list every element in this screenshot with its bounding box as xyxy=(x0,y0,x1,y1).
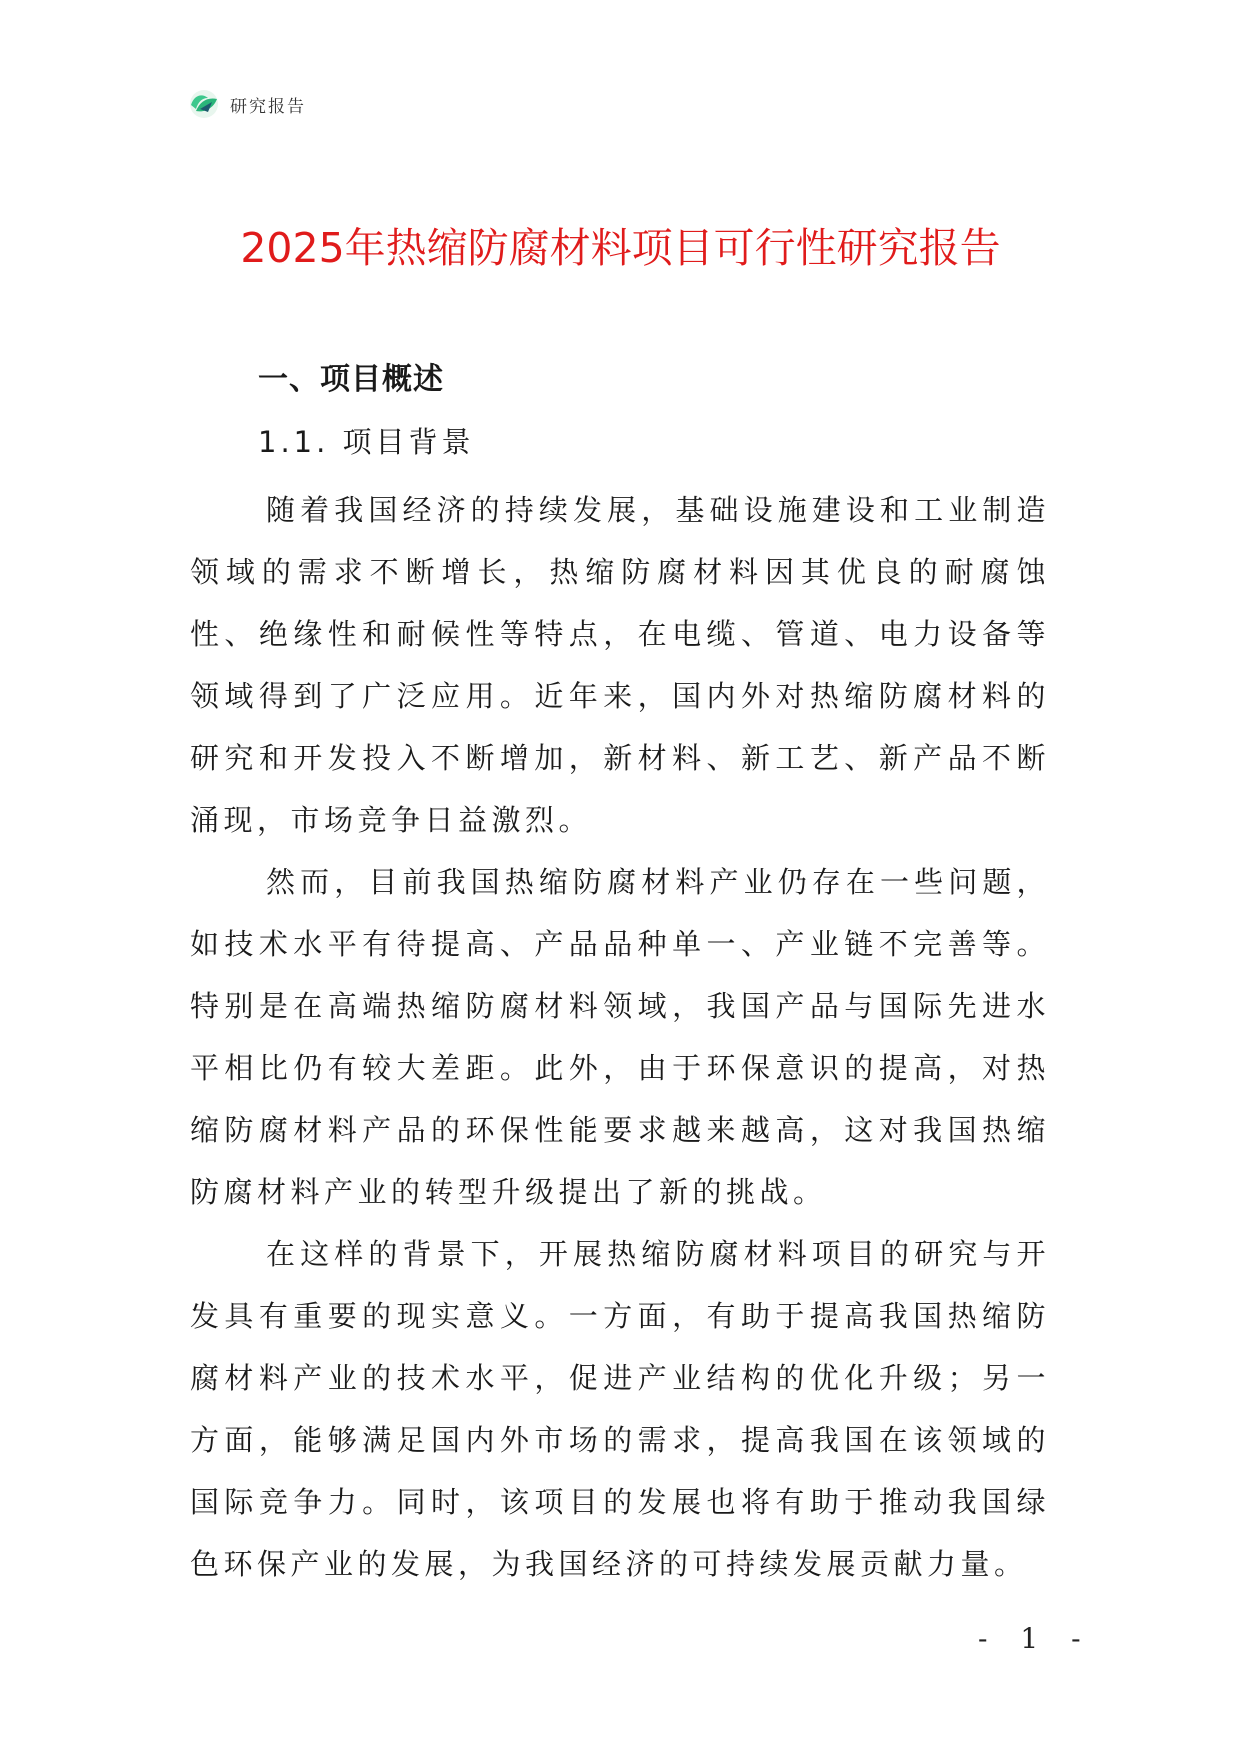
paragraph: 然而，目前我国热缩防腐材料产业仍存在一些问题，如技术水平有待提高、产品品种单一、产业链不完善等。特别是在高端热缩防腐材料领域，我国产品与国际先进水平相比仍有较大差距。此外，由于环保意识的提高，对热缩防腐材料产品的环保性能要求越来越高，这对我国热缩防腐材料产业的转型升级提出了新的挑战。 xyxy=(190,865,1050,1209)
paragraph: 在这样的背景下，开展热缩防腐材料项目的研究与开发具有重要的现实意义。一方面，有助于提高我国热缩防腐材料产业的技术水平，促进产业结构的优化升级；另一方面，能够满足国内外市场的需求，提高我国在该领域的国际竞争力。同时，该项目的发展也将有助于推动我国绿色环保产业的发展，为我国经济的可持续发展贡献力量。 xyxy=(190,1237,1050,1581)
header-title: 研究报告 xyxy=(230,96,306,117)
body-text xyxy=(190,479,1050,1595)
paragraph: 随着我国经济的持续发展，基础设施建设和工业制造领域的需求不断增长，热缩防腐材料因其优良的耐腐蚀性、绝缘性和耐候性等特点，在电缆、管道、电力设备等领域得到了广泛应用。近年来，国内外对热缩防腐材料的研究和开发投入不断增加，新材料、新工艺、新产品不断涌现，市场竞争日益激烈。 xyxy=(190,493,1050,837)
document-title: 2025年热缩防腐材料项目可行性研究报告 xyxy=(240,224,1001,272)
sub-heading: 1.1. 项目背景 xyxy=(258,425,475,459)
page-number: - 1 - xyxy=(978,1622,1093,1655)
section-heading: 一、项目概述 xyxy=(258,362,444,397)
leaf-logo-icon xyxy=(188,89,220,119)
page-header xyxy=(188,89,306,119)
